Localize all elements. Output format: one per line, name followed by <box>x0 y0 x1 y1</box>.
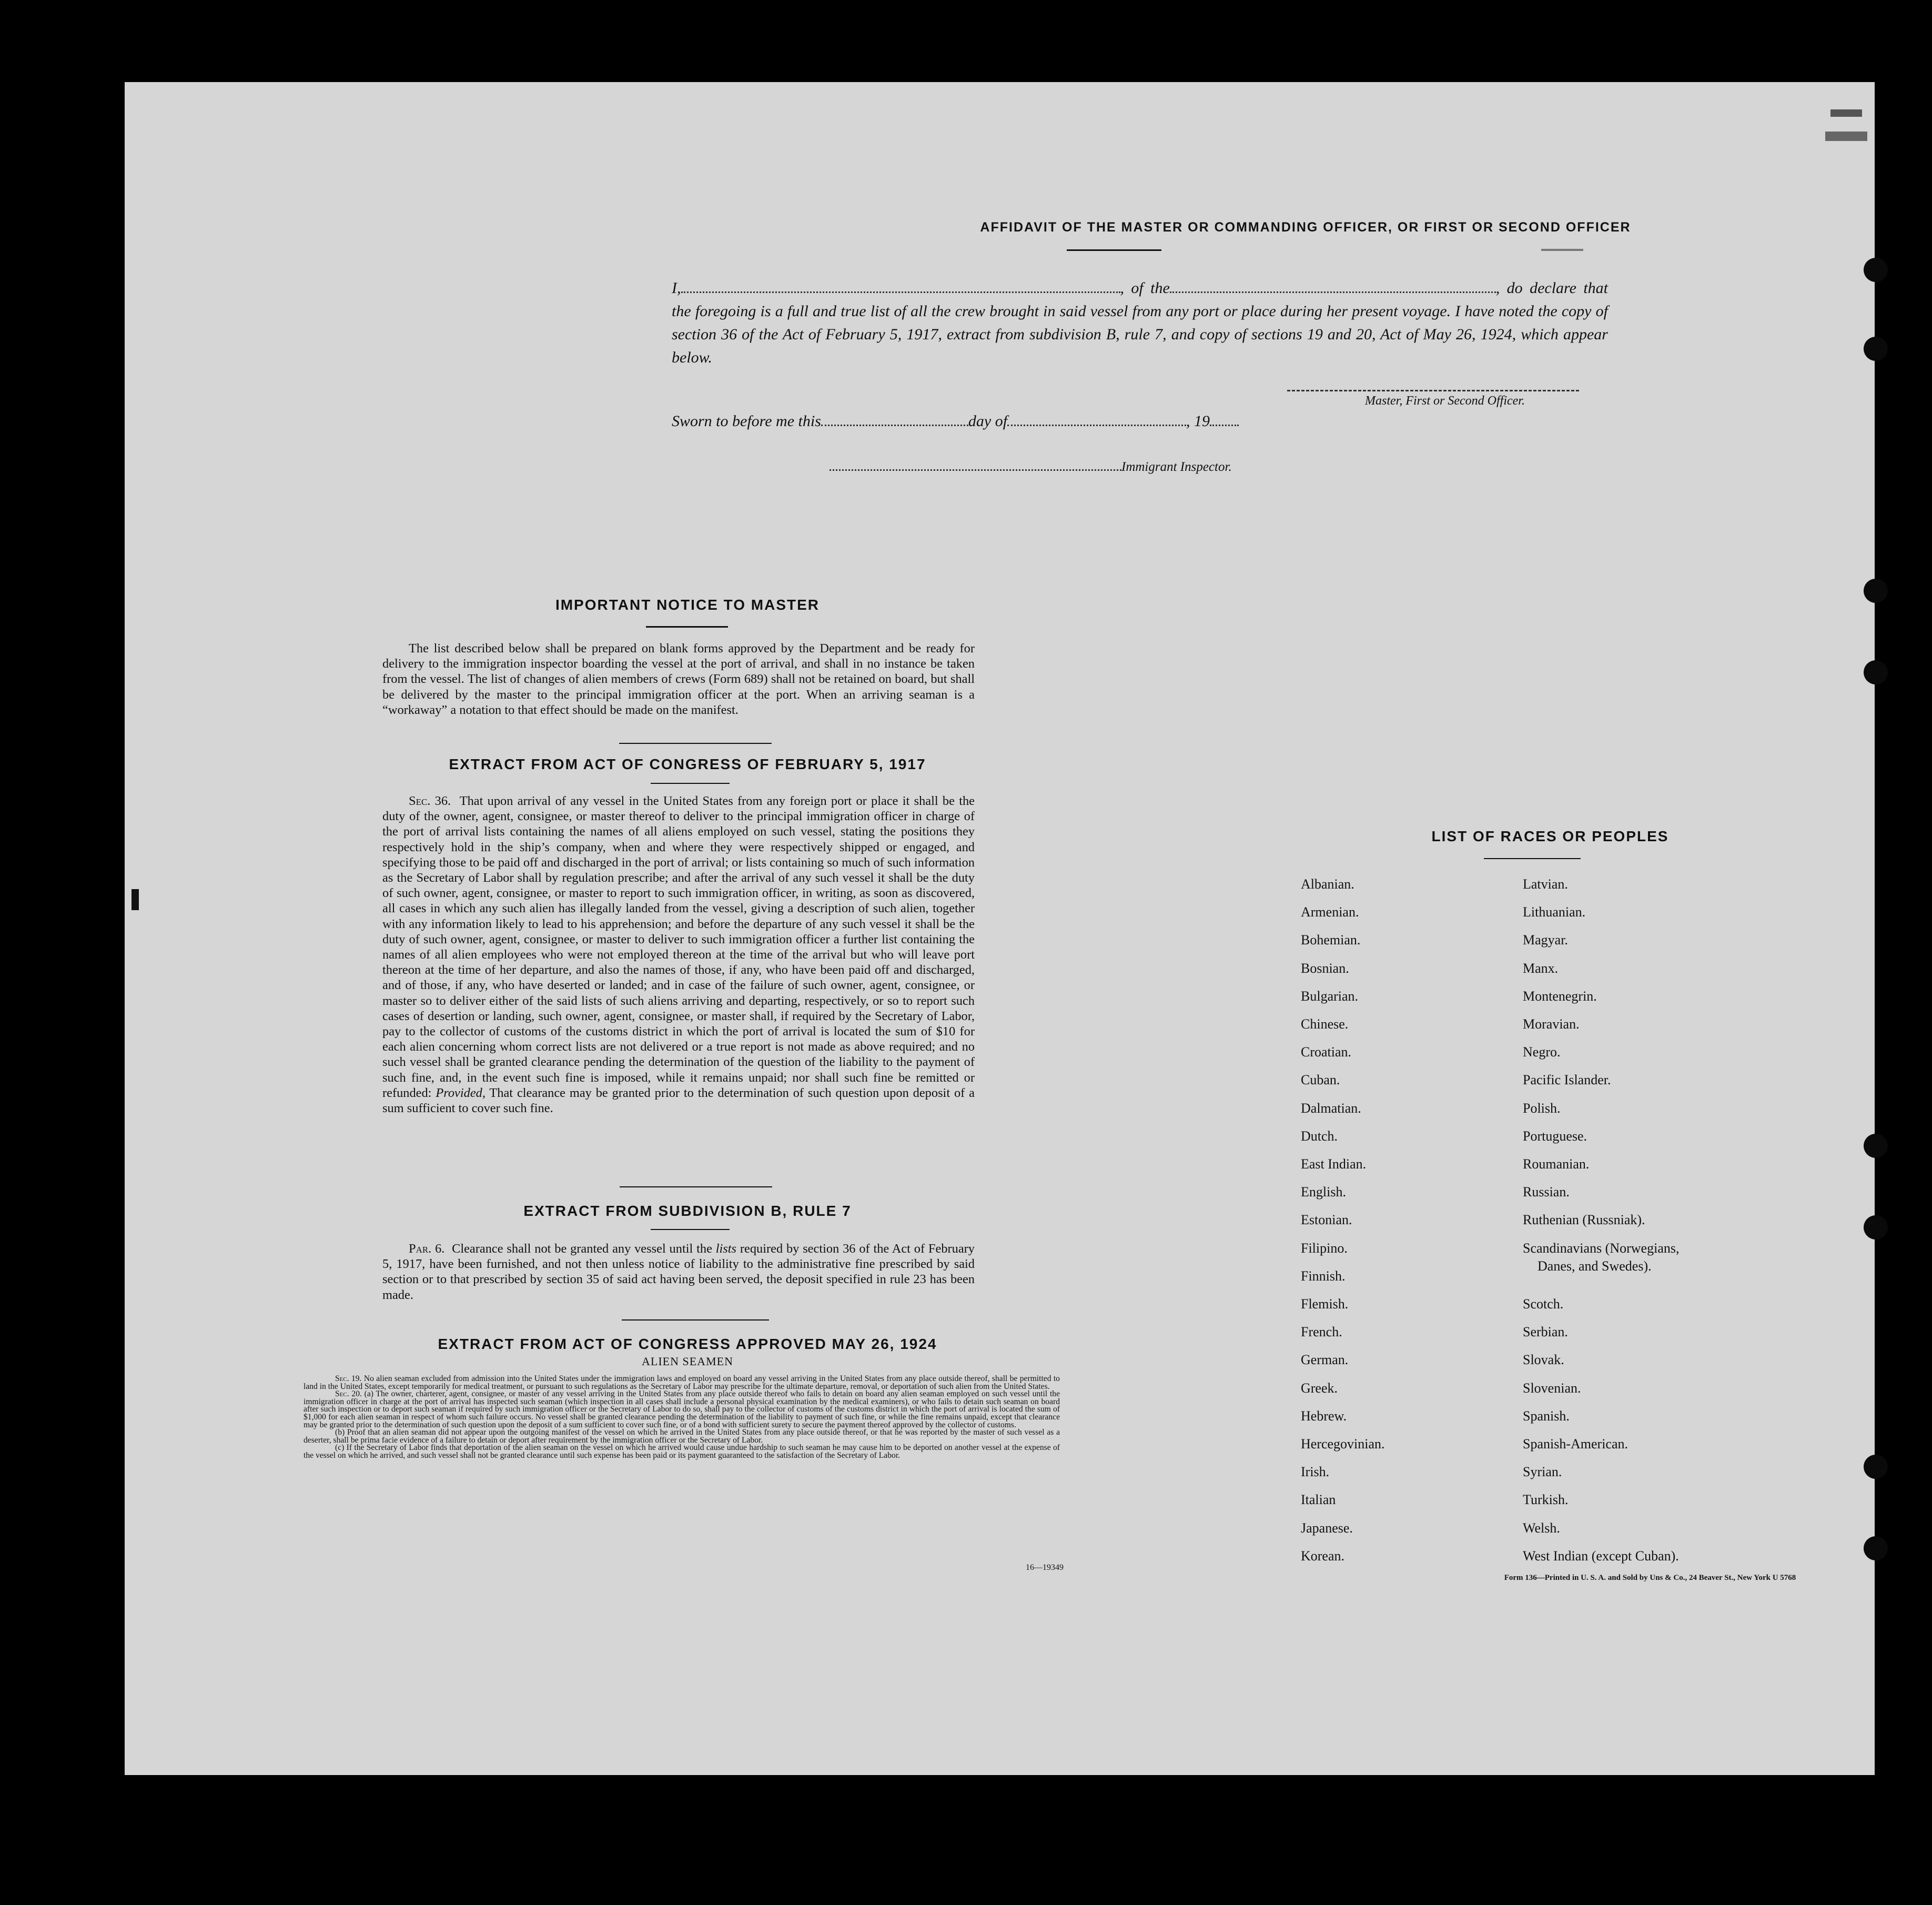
sworn-year: , 19 <box>1186 412 1210 430</box>
race-item: Irish. <box>1301 1464 1330 1480</box>
edge-damage <box>1830 109 1862 117</box>
form-number: 16—19349 <box>1026 1563 1064 1572</box>
affidavit-line-prefix: I, <box>672 279 681 297</box>
race-item: Moravian. <box>1523 1016 1580 1032</box>
race-item: Polish. <box>1523 1100 1561 1116</box>
section-divider <box>622 1319 769 1321</box>
race-item: East Indian. <box>1301 1156 1367 1172</box>
extract-1917-title: EXTRACT FROM ACT OF CONGRESS OF FEBRUARY 5, 1917 <box>449 756 926 772</box>
race-item: Serbian. <box>1523 1324 1568 1340</box>
race-item: Portuguese. <box>1523 1128 1587 1144</box>
race-item: Lithuanian. <box>1523 904 1586 920</box>
race-item: Estonian. <box>1301 1212 1352 1228</box>
race-item: English. <box>1301 1184 1346 1200</box>
race-item: Filipino. <box>1301 1240 1348 1256</box>
race-item: Slovak. <box>1523 1352 1564 1368</box>
race-item: Turkish. <box>1523 1492 1569 1508</box>
race-item: Slovenian. <box>1523 1380 1581 1396</box>
binder-hole <box>1864 1536 1888 1560</box>
printer-footer: Form 136—Printed in U. S. A. and Sold by Uns & Co., 24 Beaver St., New York U 5768 <box>1504 1574 1796 1582</box>
race-item: French. <box>1301 1324 1342 1340</box>
sworn-year-blank[interactable] <box>1210 412 1239 426</box>
signature-caption: Master, First or Second Officer. <box>1365 394 1525 408</box>
races-title: LIST OF RACES OR PEOPLES <box>1431 828 1669 844</box>
race-item: Albanian. <box>1301 876 1354 892</box>
race-item: Pacific Islander. <box>1523 1072 1611 1088</box>
affidavit-line-suffix: , do declare <box>1495 279 1576 297</box>
officer-name-blank[interactable] <box>681 279 1120 293</box>
race-item: Japanese. <box>1301 1520 1353 1536</box>
par-6-text-b: required by section 36 of the Act of February 5, 1917, have been furnished, and not then unless notice of liability to the administrative fine prescribed by said section or to that prescribed by section 35 of said act having been served, the deposit specified in rule 23 has been made. <box>382 1242 975 1302</box>
extract-1917-rule <box>651 783 730 784</box>
race-item: Cuban. <box>1301 1072 1340 1088</box>
race-item: Flemish. <box>1301 1296 1349 1312</box>
extract-rule7-body <box>382 1241 975 1303</box>
race-item: Chinese. <box>1301 1016 1349 1032</box>
race-item: Spanish-American. <box>1523 1436 1628 1452</box>
race-item: Negro. <box>1523 1044 1561 1060</box>
edge-speck <box>1541 249 1583 251</box>
race-item: Armenian. <box>1301 904 1359 920</box>
proviso-text: That clearance may be granted prior to the determination of such question upon deposit of a sum sufficient to cover such fine. <box>382 1085 975 1116</box>
edge-damage <box>132 889 139 910</box>
binder-hole <box>1864 660 1888 684</box>
race-item: Danes, and Swedes). <box>1537 1258 1652 1274</box>
race-item: Magyar. <box>1523 932 1568 948</box>
section-divider <box>619 743 772 744</box>
extract-rule7-title: EXTRACT FROM SUBDIVISION B, RULE 7 <box>523 1203 852 1219</box>
binder-hole <box>1864 1215 1888 1239</box>
vessel-name-blank[interactable] <box>1170 279 1496 293</box>
par-6-text-a: Clearance shall not be granted any vessel until the <box>452 1242 712 1256</box>
signature-line[interactable] <box>1287 390 1579 391</box>
inspector-signature-blank[interactable] <box>830 457 1121 471</box>
sworn-prefix: Sworn to before me this <box>672 412 821 430</box>
race-item: Finnish. <box>1301 1268 1346 1284</box>
affidavit-declaration <box>672 277 1608 369</box>
binder-hole <box>1864 337 1888 361</box>
alien-seamen-subtitle: ALIEN SEAMEN <box>642 1355 733 1368</box>
affidavit-title: AFFIDAVIT OF THE MASTER OR COMMANDING OFFICER, OR FIRST OR SECOND OFFICER <box>980 220 1631 235</box>
extract-1917-body <box>382 793 975 1116</box>
race-item: West Indian (except Cuban). <box>1523 1548 1679 1564</box>
race-item: Manx. <box>1523 960 1559 976</box>
binder-hole <box>1864 579 1888 603</box>
sec-19-label: Sec. 19. <box>335 1374 362 1383</box>
sworn-line <box>672 412 1239 430</box>
race-item: Bosnian. <box>1301 960 1349 976</box>
section-divider <box>620 1186 772 1187</box>
notice-title: IMPORTANT NOTICE TO MASTER <box>555 597 820 613</box>
sec-19-paragraph <box>304 1375 1060 1390</box>
sec-19-text: No alien seaman excluded from admission into the United States under the immigration laws and employed on board any vessel arriving in the United States from any place outside thereof, shall be permitted to land in the United States, except temporarily for medical treatment, or pursuant to such regulations as the Secretary of Labor may prescribe for the ultimate departure, removal, or deportation of such alien from the United States. <box>304 1374 1060 1391</box>
extract-1924-title: EXTRACT FROM ACT OF CONGRESS APPROVED MAY 26, 1924 <box>438 1336 937 1352</box>
sec-36-text: That upon arrival of any vessel in the United States from any foreign port or place it shall be the duty of the owner, agent, consignee, or master thereof to deliver to the principal immigration officer in charge of the port of arrival lists containing the names of all aliens employed on such vessel, stating the positions they respectively hold in the ship’s company, when and where they were respectively shipped or engaged, and specifying those to be paid off and discharged in the port of arrival; or lists containing so much of such information as the Secretary of Labor shall by regulation prescribe; and after the arrival of any such vessel it shall be the duty of such owner, agent, consignee, or master to report to such immigration officer, in writing, as soon as discovered, all cases in which any such alien has illegally landed from the vessel, giving a description of such alien, together with any information likely to lead to his apprehension; and before the departure of any such vessel it shall be the duty of such owner, agent, consignee, or master to deliver to such immigration officer a further list containing the names of all alien employees who were not employed thereon at the time of the arrival but who will leave port thereon at the time of her departure, and also the names of those, if any, who have been paid off and discharged, and of those, if any, who have deserted or landed; and in case of the failure of such owner, agent, consignee, or master so to deliver either of the said lists of such aliens arriving and departing, respectively, or so to report such cases of desertion or landing, such owner, agent, consignee, or master shall, if required by the Secretary of Labor, pay to the collector of customs of the customs district in which the port of arrival is located the sum of $10 for each alien concerning whom correct lists are not delivered or a true report is not made as above required; and no such vessel shall be granted clearance pending the determination of the question of the liability to the payment of such fine, and, in the event such fine is imposed, while it remains unpaid; nor shall such fine be remitted or refunded: <box>382 794 975 1100</box>
race-item: Roumanian. <box>1523 1156 1590 1172</box>
affidavit-title-rule <box>1067 249 1161 251</box>
binder-hole <box>1864 1455 1888 1479</box>
race-item: Bulgarian. <box>1301 988 1359 1004</box>
race-item: Hebrew. <box>1301 1408 1347 1424</box>
sec-20c-paragraph: (c) If the Secretary of Labor finds that deportation of the alien seaman on the vessel on which he arrived would cause undue hardship to such seaman he may cause him to be deported on another vessel at the expense of the vessel on which he arrived, and such vessel shall not be granted clearance until such expense has been paid or its payment guaranteed to the satisfaction of the Secretary of Labor. <box>304 1443 1060 1460</box>
race-item: Korean. <box>1301 1548 1345 1564</box>
race-item: Bohemian. <box>1301 932 1361 948</box>
affidavit-body-text: that the foregoing is a full and true list of all the crew brought in said vessel from any port or place during her present voyage. I have noted the copy of section 36 of the Act of February 5, 1917, extract from subdivision B, rule 7, and copy of sections 19 and 20, Act of May 26, 1924, which appear below. <box>672 279 1608 366</box>
sworn-month-blank[interactable] <box>1007 412 1186 426</box>
race-item: Greek. <box>1301 1380 1338 1396</box>
race-item: Italian <box>1301 1492 1336 1508</box>
sec-20-label: Sec. 20. <box>335 1389 362 1399</box>
sec-20b-paragraph: (b) Proof that an alien seaman did not appear upon the outgoing manifest of the vessel on which he arrived in the United States from any place outside thereof, or that he was reported by the master of such vessel as a deserter, shall be prima facie evidence of a failure to detain or deport after requirement by the immigration officer or the Secretary of Labor. <box>304 1428 1060 1445</box>
sec-20a-paragraph <box>304 1390 1060 1429</box>
binder-hole <box>1864 1134 1888 1158</box>
notice-rule <box>646 626 728 628</box>
affidavit-line-mid: , of the <box>1120 279 1170 297</box>
race-item: Russian. <box>1523 1184 1570 1200</box>
proviso-word: Provided, <box>436 1085 485 1100</box>
sec-20a-text: (a) The owner, charterer, agent, consignee, or master of any vessel arriving in the United States from any place outside thereof who fails to detain on board any alien seaman employed on such vessel until the immigration officer in charge at the port of arrival has inspected such seaman (which inspection in all cases shall include a personal physical examination by the medical examiners), or who fails to detain such seaman on board after such inspection or to deport such seaman if required by such immigration officer or the Secretary of Labor to do so, shall pay to the collector of customs of the customs district in which the port of arrival is located the sum of $1,000 for each alien seaman in respect of whom such failure occurs. No vessel shall be granted clearance pending the determination of the liability to payment of such fine, or while the fine remains unpaid, except that clearance may be granted prior to the determination of such question upon the deposit of a sum sufficient to cover such fine, or of a bond with sufficient surety to secure the payment thereof approved by the collector of customs. <box>304 1389 1060 1429</box>
race-item: Latvian. <box>1523 876 1568 892</box>
sworn-day-blank[interactable] <box>821 412 968 426</box>
inspector-caption: Immigrant Inspector. <box>1121 460 1232 474</box>
race-item: Montenegrin. <box>1523 988 1597 1004</box>
sworn-day-of: day of <box>968 412 1008 430</box>
inspector-line <box>830 457 1232 475</box>
races-title-rule <box>1484 858 1581 859</box>
race-item: Syrian. <box>1523 1464 1562 1480</box>
extract-1924-body <box>304 1375 1060 1460</box>
race-item: Dutch. <box>1301 1128 1338 1144</box>
race-item: Croatian. <box>1301 1044 1352 1060</box>
extract-rule7-rule <box>651 1229 730 1230</box>
race-item: German. <box>1301 1352 1349 1368</box>
sec-36-label: Sec. 36. <box>409 794 451 808</box>
race-item: Welsh. <box>1523 1520 1560 1536</box>
race-item: Spanish. <box>1523 1408 1570 1424</box>
race-item: Scotch. <box>1523 1296 1564 1312</box>
race-item: Hercegovinian. <box>1301 1436 1385 1452</box>
notice-body: The list described below shall be prepared on blank forms approved by the Department and be ready for delivery to the immigration inspector boarding the vessel at the port of arrival, and shall in no instance be taken from the vessel. The list of changes of alien members of crews (Form 689) shall not be retained on board, but shall be delivered by the master to the principal immigration officer at the port. When an arriving seaman is a “workaway” a notation to that effect should be made on the manifest. <box>382 641 975 717</box>
binder-hole <box>1864 258 1888 282</box>
race-item: Scandinavians (Norwegians, <box>1523 1240 1680 1256</box>
par-6-label: Par. 6. <box>409 1242 445 1256</box>
form-sheet <box>125 82 1875 1775</box>
edge-damage <box>1825 132 1867 141</box>
race-item: Ruthenian (Russniak). <box>1523 1212 1645 1228</box>
race-item: Dalmatian. <box>1301 1100 1361 1116</box>
par-6-lists: lists <box>715 1242 737 1256</box>
